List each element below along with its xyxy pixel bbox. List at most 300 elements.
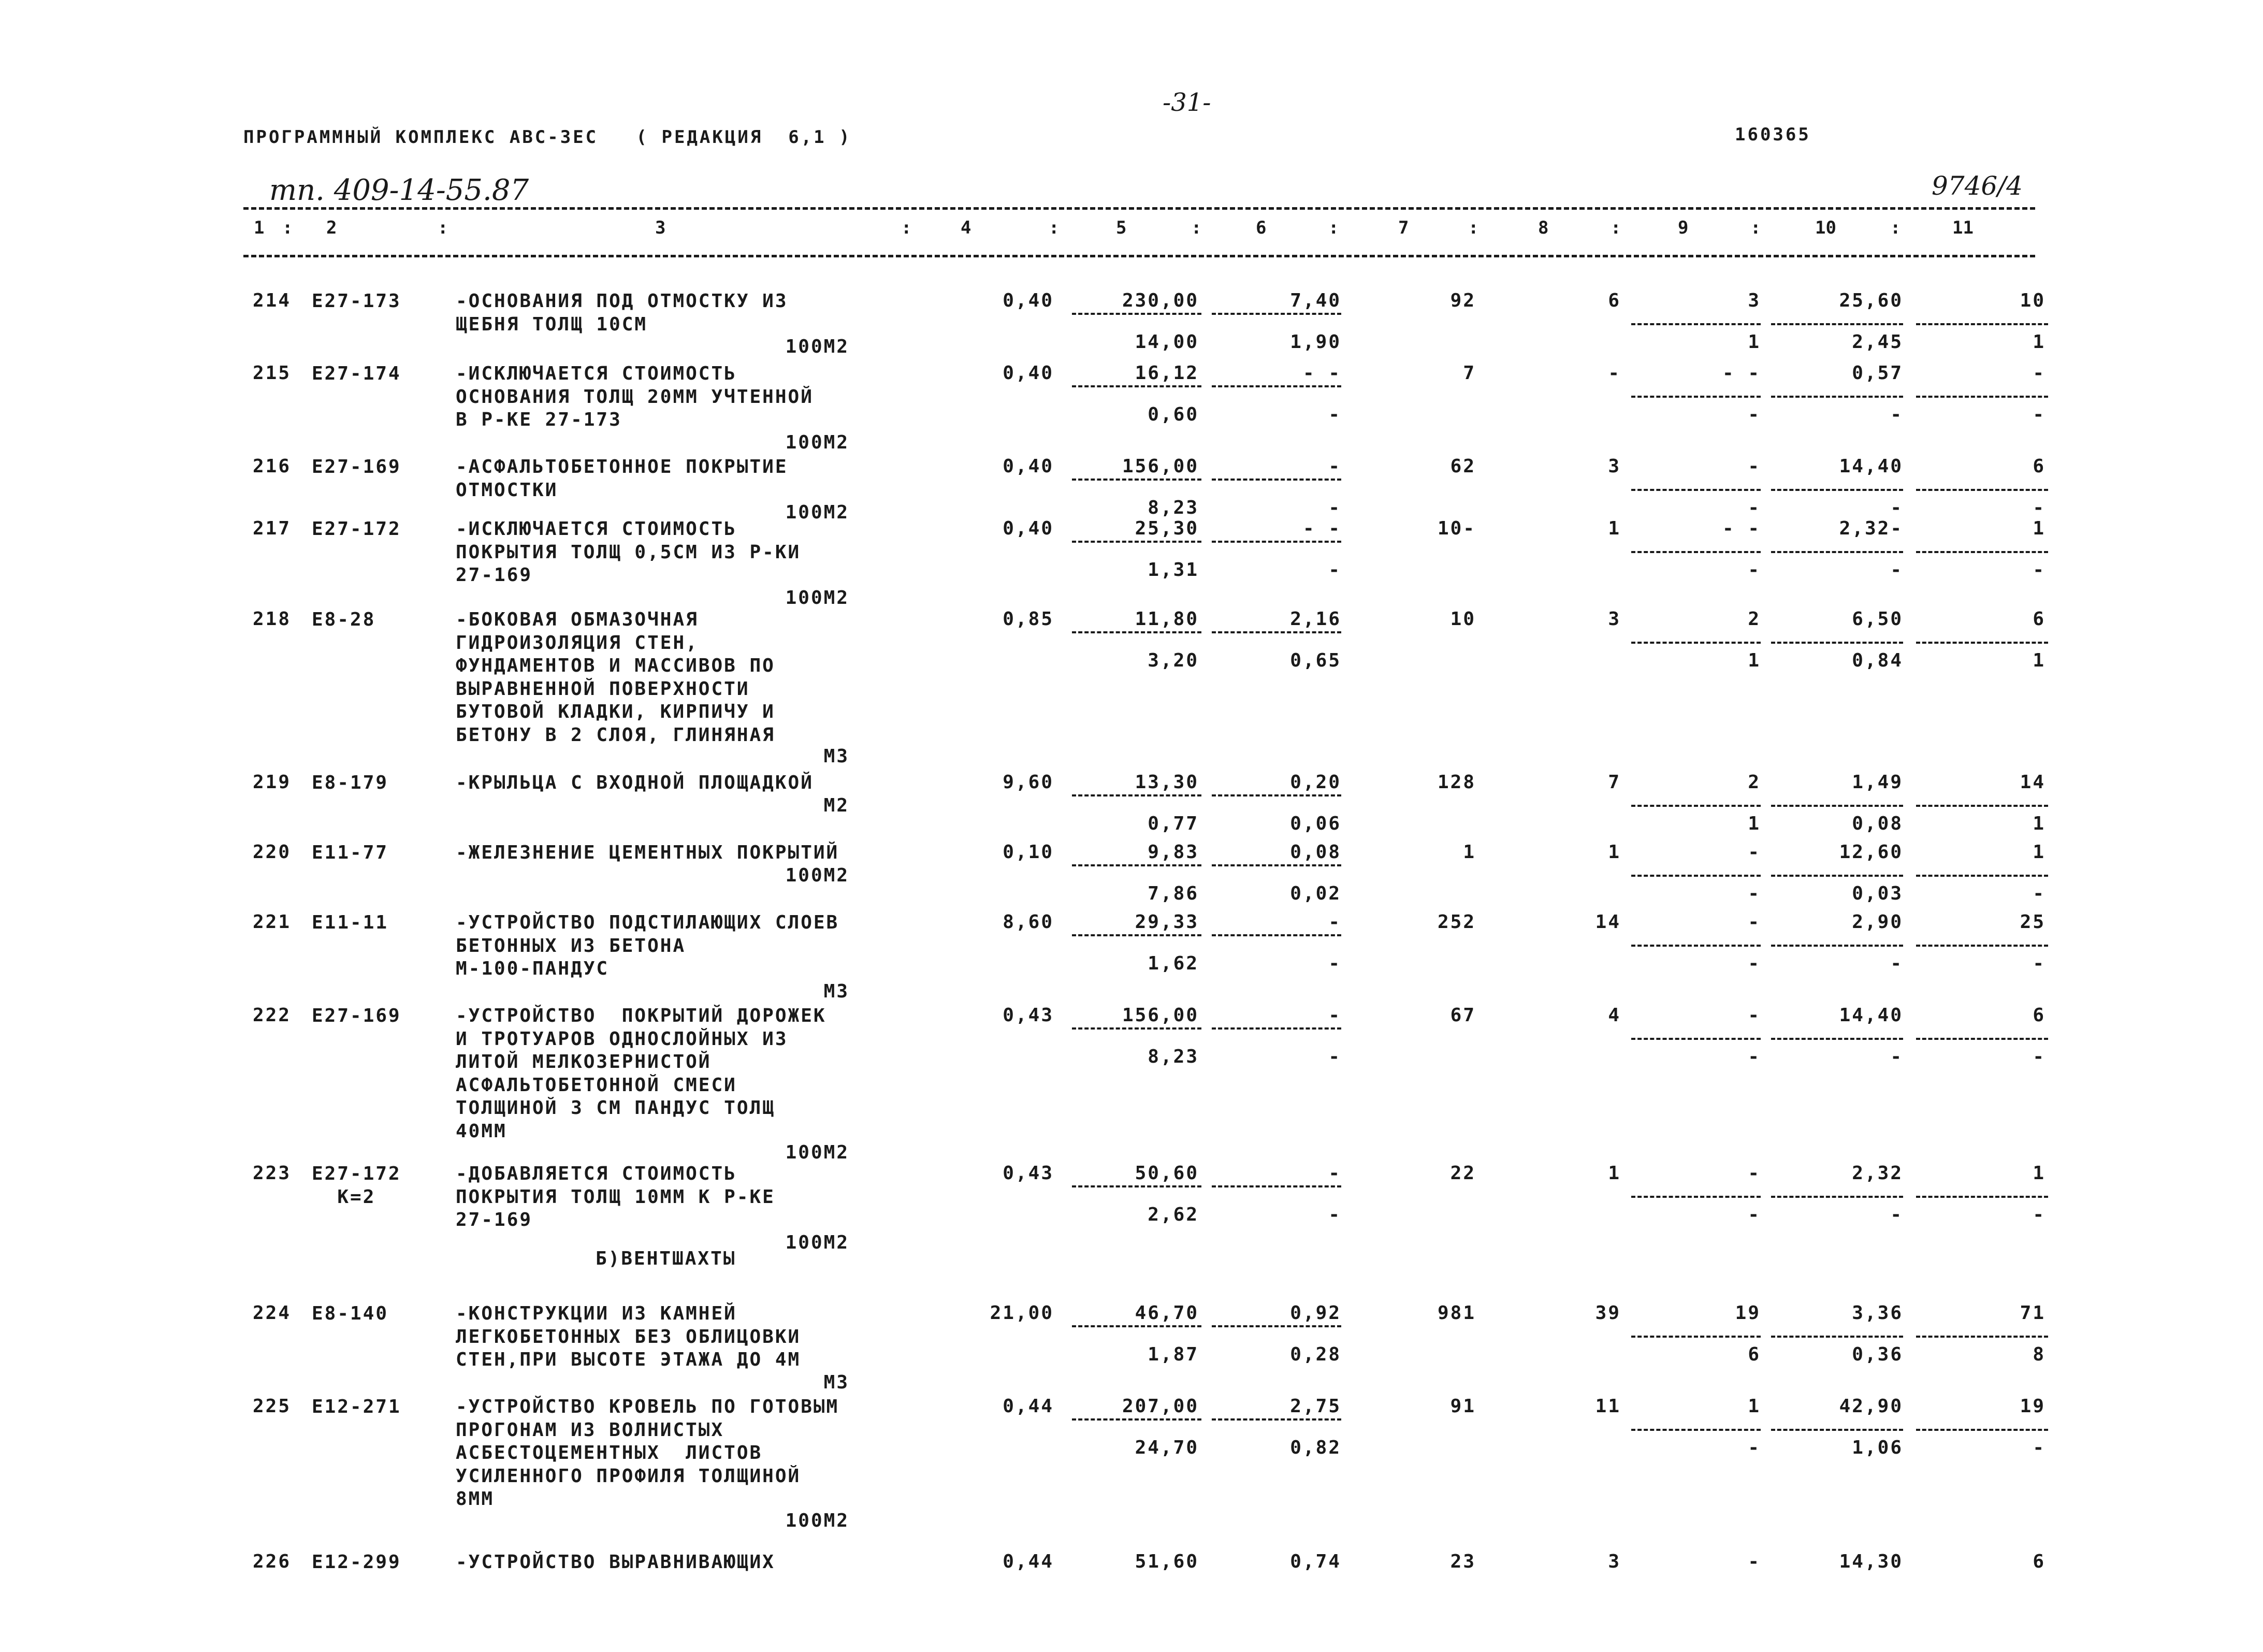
subtotal-divider xyxy=(1916,945,2048,947)
machine-cell: 1 xyxy=(1748,1396,1761,1417)
machine-wage-total-cell: - xyxy=(1748,1437,1761,1458)
subtotal-divider xyxy=(1916,1336,2048,1338)
labor-machine-total-cell: - xyxy=(2033,1046,2046,1067)
subtotal-divider xyxy=(1771,642,1903,644)
row-number: 216 xyxy=(253,456,292,477)
labor-cell: 14,40 xyxy=(1839,456,1903,477)
work-description: -УСТРОЙСТВО ПОДСТИЛАЮЩИХ СЛОЕВ БЕТОННЫХ ИЗ БЕТОНА М-100-ПАНДУС xyxy=(456,912,839,979)
project-code: тп. 409-14-55.87 xyxy=(269,173,529,207)
labor-cell: 2,90 xyxy=(1852,911,1903,933)
labor-total-cell: - xyxy=(2033,363,2046,384)
norm-code: Е8-140 xyxy=(312,1303,389,1324)
labor-machine-total-cell: - xyxy=(2033,559,2046,581)
wage-total-cell: 11 xyxy=(1595,1396,1621,1417)
wage-cell: - xyxy=(1328,1163,1341,1184)
column-separator: : xyxy=(1890,218,1901,238)
subtotal-divider xyxy=(1072,1185,1201,1187)
row-number: 214 xyxy=(253,290,292,311)
labor-machine-cell: 0,08 xyxy=(1852,813,1903,834)
subtotal-divider xyxy=(1916,642,2048,644)
labor-cell: 0,57 xyxy=(1852,363,1903,384)
labor-machine-total-cell: - xyxy=(2033,883,2046,904)
subtotal-divider xyxy=(1072,313,1201,315)
labor-machine-total-cell: 1 xyxy=(2033,331,2046,353)
machine-wage-cell: 0,06 xyxy=(1290,813,1341,834)
unit-cost-wage-cell: 2,62 xyxy=(1148,1204,1199,1225)
labor-machine-cell: 1,06 xyxy=(1852,1437,1903,1458)
subtotal-divider xyxy=(1072,385,1201,387)
labor-machine-cell: - xyxy=(1890,1204,1903,1225)
quantity-cell: 0,40 xyxy=(1003,518,1054,539)
machine-wage-total-cell: - xyxy=(1748,404,1761,425)
unit-of-measure: 100М2 xyxy=(785,1231,849,1253)
row-number: 220 xyxy=(253,842,292,863)
machine-wage-cell: - xyxy=(1328,404,1341,425)
unit-cost-wage-cell: 24,70 xyxy=(1135,1437,1199,1458)
column-header-8: 8 xyxy=(1538,218,1549,238)
row-number: 215 xyxy=(253,363,292,384)
subtotal-divider xyxy=(1212,313,1341,315)
subtotal-divider xyxy=(1072,541,1201,543)
machine-cell: 2 xyxy=(1748,608,1761,630)
page-mark: -31- xyxy=(1163,88,1211,117)
subtotal-divider xyxy=(1072,631,1201,633)
column-separator: : xyxy=(1611,218,1621,238)
work-description: -ДОБАВЛЯЕТСЯ СТОИМОСТЬ ПОКРЫТИЯ ТОЛЩ 10ММ К Р-КЕ 27-169 xyxy=(456,1163,775,1230)
total-cost-cell: 128 xyxy=(1437,772,1476,793)
unit-cost-cell: 16,12 xyxy=(1135,363,1199,384)
column-header-10: 10 xyxy=(1815,218,1836,238)
unit-cost-wage-cell: 0,60 xyxy=(1148,404,1199,425)
machine-wage-cell: 0,28 xyxy=(1290,1344,1341,1365)
labor-cell: 42,90 xyxy=(1839,1396,1903,1417)
labor-machine-total-cell: 1 xyxy=(2033,650,2046,671)
unit-cost-wage-cell: 3,20 xyxy=(1148,650,1199,671)
quantity-cell: 0,10 xyxy=(1003,842,1054,863)
subtotal-divider xyxy=(1916,551,2048,553)
labor-total-cell: 10 xyxy=(2020,290,2046,311)
subtotal-divider xyxy=(1212,1027,1341,1030)
wage-total-cell: 14 xyxy=(1595,911,1621,933)
labor-total-cell: 1 xyxy=(2033,842,2046,863)
wage-total-cell: - xyxy=(1608,363,1621,384)
subtotal-divider xyxy=(1916,1038,2048,1040)
program-title: ПРОГРАММНЫЙ КОМПЛЕКС АВС-3ЕС ( РЕДАКЦИЯ 6,1 ) xyxy=(243,127,852,148)
labor-total-cell: 1 xyxy=(2033,1163,2046,1184)
column-header-5: 5 xyxy=(1116,218,1127,238)
subtotal-divider xyxy=(1631,875,1761,877)
labor-machine-total-cell: - xyxy=(2033,953,2046,974)
row-number: 217 xyxy=(253,518,292,539)
subtotal-divider xyxy=(1212,631,1341,633)
row-number: 224 xyxy=(253,1302,292,1324)
machine-wage-cell: - xyxy=(1328,1204,1341,1225)
machine-cell: - xyxy=(1748,911,1761,933)
labor-machine-cell: - xyxy=(1890,497,1903,518)
labor-cell: 14,30 xyxy=(1839,1551,1903,1572)
labor-total-cell: 6 xyxy=(2033,1005,2046,1026)
subtotal-divider xyxy=(1212,794,1341,796)
machine-wage-total-cell: - xyxy=(1748,497,1761,518)
total-cost-cell: 981 xyxy=(1437,1302,1476,1324)
quantity-cell: 0,40 xyxy=(1003,363,1054,384)
subtotal-divider xyxy=(1072,864,1201,866)
labor-total-cell: 14 xyxy=(2020,772,2046,793)
labor-machine-cell: 0,84 xyxy=(1852,650,1903,671)
unit-cost-wage-cell: 1,87 xyxy=(1148,1344,1199,1365)
labor-cell: 25,60 xyxy=(1839,290,1903,311)
unit-cost-cell: 50,60 xyxy=(1135,1163,1199,1184)
norm-code: Е27-172 К=2 xyxy=(312,1163,401,1208)
wage-total-cell: 6 xyxy=(1608,290,1621,311)
unit-of-measure: 100М2 xyxy=(785,502,849,523)
column-separator: : xyxy=(1468,218,1479,238)
labor-total-cell: 71 xyxy=(2020,1302,2046,1324)
work-description: -АСФАЛЬТОБЕТОННОЕ ПОКРЫТИЕ ОТМОСТКИ xyxy=(456,456,788,501)
subtotal-divider xyxy=(1916,396,2048,398)
norm-code: Е27-169 xyxy=(312,456,401,477)
labor-machine-cell: 0,03 xyxy=(1852,883,1903,904)
work-description: -УСТРОЙСТВО ПОКРЫТИЙ ДОРОЖЕК И ТРОТУАРОВ ОДНОСЛОЙНЫХ ИЗ ЛИТОЙ МЕЛКОЗЕРНИСТОЙ АСФАЛЬТОБЕТОННОЙ СМЕСИ ТОЛЩИНОЙ 3 СМ ПАНДУС ТОЛЩ 40ММ xyxy=(456,1005,826,1142)
work-description: -ОСНОВАНИЯ ПОД ОТМОСТКУ ИЗ ЩЕБНЯ ТОЛЩ 10СМ xyxy=(456,291,788,335)
wage-cell: 7,40 xyxy=(1290,290,1341,311)
subtotal-divider xyxy=(1631,489,1761,491)
machine-wage-cell: - xyxy=(1328,953,1341,974)
machine-wage-total-cell: - xyxy=(1748,953,1761,974)
labor-cell: 2,32 xyxy=(1852,1163,1903,1184)
unit-cost-cell: 13,30 xyxy=(1135,772,1199,793)
subtotal-divider xyxy=(1916,1196,2048,1198)
wage-total-cell: 3 xyxy=(1608,1551,1621,1572)
quantity-cell: 0,85 xyxy=(1003,608,1054,630)
unit-cost-wage-cell: 14,00 xyxy=(1135,331,1199,353)
unit-cost-cell: 207,00 xyxy=(1122,1396,1199,1417)
subtotal-divider xyxy=(1212,541,1341,543)
unit-cost-cell: 46,70 xyxy=(1135,1302,1199,1324)
labor-machine-total-cell: - xyxy=(2033,1437,2046,1458)
subtotal-divider xyxy=(1771,1196,1903,1198)
column-separator: : xyxy=(282,218,293,238)
norm-code: Е8-179 xyxy=(312,772,389,793)
unit-cost-wage-cell: 8,23 xyxy=(1148,497,1199,518)
subtotal-divider xyxy=(1212,864,1341,866)
machine-cell: - - xyxy=(1722,363,1761,384)
subtotal-divider xyxy=(1212,1325,1341,1327)
subtotal-divider xyxy=(1631,1038,1761,1040)
machine-cell: - xyxy=(1748,1551,1761,1572)
total-cost-cell: 23 xyxy=(1450,1551,1476,1572)
wage-cell: 0,08 xyxy=(1290,842,1341,863)
row-number: 221 xyxy=(253,911,292,933)
unit-cost-cell: 9,83 xyxy=(1148,842,1199,863)
machine-cell: 3 xyxy=(1748,290,1761,311)
subtotal-divider xyxy=(1631,1196,1761,1198)
subtotal-divider xyxy=(1212,385,1341,387)
subtotal-divider xyxy=(1072,1418,1201,1421)
unit-of-measure: 100М2 xyxy=(785,1142,849,1163)
subtotal-divider xyxy=(1631,945,1761,947)
subtotal-divider xyxy=(1631,805,1761,807)
subtotal-divider xyxy=(1631,323,1761,325)
unit-of-measure: 100М2 xyxy=(785,864,849,886)
labor-cell: 2,32- xyxy=(1839,518,1903,539)
subtotal-divider xyxy=(1072,1325,1201,1327)
labor-machine-cell: - xyxy=(1890,559,1903,581)
quantity-cell: 0,43 xyxy=(1003,1163,1054,1184)
wage-total-cell: 39 xyxy=(1595,1302,1621,1324)
total-cost-cell: 7 xyxy=(1463,363,1476,384)
machine-cell: 2 xyxy=(1748,772,1761,793)
labor-total-cell: 25 xyxy=(2020,911,2046,933)
labor-cell: 14,40 xyxy=(1839,1005,1903,1026)
unit-cost-cell: 11,80 xyxy=(1135,608,1199,630)
subtotal-divider xyxy=(1072,794,1201,796)
total-cost-cell: 91 xyxy=(1450,1396,1476,1417)
wage-total-cell: 4 xyxy=(1608,1005,1621,1026)
labor-machine-total-cell: - xyxy=(2033,497,2046,518)
column-header-9: 9 xyxy=(1678,218,1689,238)
column-header-6: 6 xyxy=(1256,218,1267,238)
machine-wage-cell: - xyxy=(1328,1046,1341,1067)
labor-machine-cell: - xyxy=(1890,953,1903,974)
subtotal-divider xyxy=(1072,934,1201,936)
unit-of-measure: 100М2 xyxy=(785,1510,849,1531)
wage-total-cell: 3 xyxy=(1608,456,1621,477)
quantity-cell: 0,40 xyxy=(1003,290,1054,311)
wage-cell: 0,74 xyxy=(1290,1551,1341,1572)
subtotal-divider xyxy=(1631,1429,1761,1431)
work-description: -УСТРОЙСТВО КРОВЕЛЬ ПО ГОТОВЫМ ПРОГОНАМ ИЗ ВОЛНИСТЫХ АСБЕСТОЦЕМЕНТНЫХ ЛИСТОВ УСИЛЕННОГО ПРОФИЛЯ ТОЛЩИНОЙ 8ММ xyxy=(456,1396,839,1510)
wage-cell: - xyxy=(1328,456,1341,477)
doc-number: 160365 xyxy=(1735,124,1811,145)
machine-wage-cell: - xyxy=(1328,559,1341,581)
machine-wage-total-cell: 6 xyxy=(1748,1344,1761,1365)
unit-cost-cell: 156,00 xyxy=(1122,1005,1199,1026)
subtotal-divider xyxy=(1771,1038,1903,1040)
unit-of-measure: 100М2 xyxy=(785,587,849,608)
column-separator: : xyxy=(1328,218,1339,238)
subtotal-divider xyxy=(1771,323,1903,325)
unit-cost-cell: 156,00 xyxy=(1122,456,1199,477)
norm-code: Е27-172 xyxy=(312,518,401,540)
subtotal-divider xyxy=(1771,489,1903,491)
quantity-cell: 0,40 xyxy=(1003,456,1054,477)
wage-cell: - - xyxy=(1302,518,1341,539)
quantity-cell: 0,43 xyxy=(1003,1005,1054,1026)
column-header-11: 11 xyxy=(1952,218,1974,238)
subtotal-divider xyxy=(1631,551,1761,553)
labor-machine-cell: - xyxy=(1890,404,1903,425)
norm-code: Е11-77 xyxy=(312,842,389,863)
machine-cell: - xyxy=(1748,1163,1761,1184)
work-description: -ИСКЛЮЧАЕТСЯ СТОИМОСТЬ ПОКРЫТИЯ ТОЛЩ 0,5СМ ИЗ Р-КИ 27-169 xyxy=(456,518,801,586)
wage-cell: 0,92 xyxy=(1290,1302,1341,1324)
unit-of-measure: М3 xyxy=(823,1371,849,1393)
subtotal-divider xyxy=(1771,1429,1903,1431)
labor-machine-cell: 0,36 xyxy=(1852,1344,1903,1365)
row-number: 226 xyxy=(253,1551,292,1572)
subtotal-divider xyxy=(1212,1185,1341,1187)
subtotal-divider xyxy=(1916,875,2048,877)
wage-total-cell: 1 xyxy=(1608,518,1621,539)
labor-cell: 3,36 xyxy=(1852,1302,1903,1324)
work-description: -КОНСТРУКЦИИ ИЗ КАМНЕЙ ЛЕГКОБЕТОННЫХ БЕЗ ОБЛИЦОВКИ СТЕН,ПРИ ВЫСОТЕ ЭТАЖА ДО 4М xyxy=(456,1303,801,1370)
total-cost-cell: 22 xyxy=(1450,1163,1476,1184)
machine-wage-cell: 0,02 xyxy=(1290,883,1341,904)
machine-cell: - xyxy=(1748,1005,1761,1026)
norm-code: Е8-28 xyxy=(312,609,376,630)
work-description: -УСТРОЙСТВО ВЫРАВНИВАЮЩИХ xyxy=(456,1552,775,1573)
subtotal-divider xyxy=(1771,945,1903,947)
row-number: 218 xyxy=(253,608,292,630)
quantity-cell: 8,60 xyxy=(1003,911,1054,933)
unit-cost-wage-cell: 1,31 xyxy=(1148,559,1199,581)
unit-of-measure: М3 xyxy=(823,746,849,767)
subtotal-divider xyxy=(1771,805,1903,807)
subtotal-divider xyxy=(1072,479,1201,481)
unit-cost-cell: 51,60 xyxy=(1135,1551,1199,1572)
unit-cost-wage-cell: 8,23 xyxy=(1148,1046,1199,1067)
machine-wage-cell: 0,82 xyxy=(1290,1437,1341,1458)
work-description: -ЖЕЛЕЗНЕНИЕ ЦЕМЕНТНЫХ ПОКРЫТИЙ xyxy=(456,842,839,863)
machine-cell: - - xyxy=(1722,518,1761,539)
column-separator: : xyxy=(1750,218,1761,238)
wage-total-cell: 1 xyxy=(1608,1163,1621,1184)
unit-of-measure: М2 xyxy=(823,794,849,816)
work-description: -КРЫЛЬЦА С ВХОДНОЙ ПЛОЩАДКОЙ xyxy=(456,772,814,793)
unit-cost-wage-cell: 7,86 xyxy=(1148,883,1199,904)
labor-total-cell: 19 xyxy=(2020,1396,2046,1417)
labor-machine-total-cell: 1 xyxy=(2033,813,2046,834)
machine-wage-total-cell: 1 xyxy=(1748,650,1761,671)
subtotal-divider xyxy=(1771,1336,1903,1338)
sheet-code: 9746/4 xyxy=(1932,171,2023,201)
total-cost-cell: 92 xyxy=(1450,290,1476,311)
norm-code: Е12-299 xyxy=(312,1552,401,1573)
subtotal-divider xyxy=(1916,323,2048,325)
header-top-rule xyxy=(243,207,2035,210)
work-description: -БОКОВАЯ ОБМАЗОЧНАЯ ГИДРОИЗОЛЯЦИЯ СТЕН, ФУНДАМЕНТОВ И МАССИВОВ ПО ВЫРАВНЕННОЙ ПОВЕРХНОСТИ БУТОВОЙ КЛАДКИ, КИРПИЧУ И БЕТОНУ В 2 СЛОЯ, ГЛИНЯНАЯ xyxy=(456,609,775,746)
quantity-cell: 0,44 xyxy=(1003,1396,1054,1417)
norm-code: Е27-174 xyxy=(312,363,401,384)
subtotal-divider xyxy=(1212,479,1341,481)
subtotal-divider xyxy=(1771,396,1903,398)
subtotal-divider xyxy=(1631,396,1761,398)
machine-cell: - xyxy=(1748,456,1761,477)
column-header-2: 2 xyxy=(326,218,337,238)
wage-cell: 0,20 xyxy=(1290,772,1341,793)
labor-total-cell: 1 xyxy=(2033,518,2046,539)
machine-wage-cell: - xyxy=(1328,497,1341,518)
subtotal-divider xyxy=(1916,489,2048,491)
column-separator: : xyxy=(901,218,912,238)
total-cost-cell: 67 xyxy=(1450,1005,1476,1026)
subtotal-divider xyxy=(1916,805,2048,807)
labor-machine-cell: - xyxy=(1890,1046,1903,1067)
unit-of-measure: 100М2 xyxy=(785,336,849,357)
total-cost-cell: 252 xyxy=(1437,911,1476,933)
machine-wage-total-cell: - xyxy=(1748,1204,1761,1225)
machine-cell: 19 xyxy=(1735,1302,1761,1324)
work-description: -ИСКЛЮЧАЕТСЯ СТОИМОСТЬ ОСНОВАНИЯ ТОЛЩ 20ММ УЧТЕННОЙ В Р-КЕ 27-173 xyxy=(456,363,814,430)
row-number: 223 xyxy=(253,1163,292,1184)
column-separator: : xyxy=(1191,218,1202,238)
labor-total-cell: 6 xyxy=(2033,608,2046,630)
machine-wage-cell: 0,65 xyxy=(1290,650,1341,671)
labor-machine-cell: 2,45 xyxy=(1852,331,1903,353)
machine-wage-total-cell: - xyxy=(1748,559,1761,581)
column-header-1: 1 xyxy=(254,218,265,238)
machine-wage-total-cell: 1 xyxy=(1748,331,1761,353)
subtotal-divider xyxy=(1771,875,1903,877)
machine-cell: - xyxy=(1748,842,1761,863)
labor-total-cell: 6 xyxy=(2033,1551,2046,1572)
total-cost-cell: 10 xyxy=(1450,608,1476,630)
quantity-cell: 0,44 xyxy=(1003,1551,1054,1572)
subtotal-divider xyxy=(1212,934,1341,936)
total-cost-cell: 10- xyxy=(1437,518,1476,539)
norm-code: Е27-169 xyxy=(312,1005,401,1026)
wage-cell: 2,16 xyxy=(1290,608,1341,630)
labor-cell: 12,60 xyxy=(1839,842,1903,863)
unit-cost-cell: 25,30 xyxy=(1135,518,1199,539)
labor-cell: 6,50 xyxy=(1852,608,1903,630)
wage-total-cell: 1 xyxy=(1608,842,1621,863)
labor-total-cell: 6 xyxy=(2033,456,2046,477)
norm-code: Е12-271 xyxy=(312,1396,401,1417)
labor-machine-total-cell: 8 xyxy=(2033,1344,2046,1365)
column-separator: : xyxy=(438,218,448,238)
wage-cell: 2,75 xyxy=(1290,1396,1341,1417)
column-header-4: 4 xyxy=(961,218,971,238)
unit-of-measure: М3 xyxy=(823,980,849,1002)
subtotal-divider xyxy=(1072,1027,1201,1030)
column-header-3: 3 xyxy=(655,218,666,238)
machine-wage-total-cell: - xyxy=(1748,883,1761,904)
subtotal-divider xyxy=(1631,642,1761,644)
section-label: Б)ВЕНТШАХТЫ xyxy=(596,1248,736,1269)
wage-cell: - xyxy=(1328,1005,1341,1026)
machine-wage-total-cell: 1 xyxy=(1748,813,1761,834)
column-separator: : xyxy=(1049,218,1060,238)
unit-cost-cell: 29,33 xyxy=(1135,911,1199,933)
wage-cell: - xyxy=(1328,911,1341,933)
labor-cell: 1,49 xyxy=(1852,772,1903,793)
subtotal-divider xyxy=(1916,1429,2048,1431)
column-header-7: 7 xyxy=(1398,218,1409,238)
quantity-cell: 21,00 xyxy=(990,1302,1054,1324)
total-cost-cell: 1 xyxy=(1463,842,1476,863)
quantity-cell: 9,60 xyxy=(1003,772,1054,793)
subtotal-divider xyxy=(1631,1336,1761,1338)
machine-wage-cell: 1,90 xyxy=(1290,331,1341,353)
unit-cost-wage-cell: 1,62 xyxy=(1148,953,1199,974)
unit-of-measure: 100М2 xyxy=(785,431,849,453)
wage-total-cell: 3 xyxy=(1608,608,1621,630)
machine-wage-total-cell: - xyxy=(1748,1046,1761,1067)
row-number: 225 xyxy=(253,1396,292,1417)
subtotal-divider xyxy=(1212,1418,1341,1421)
norm-code: Е11-11 xyxy=(312,912,389,933)
wage-total-cell: 7 xyxy=(1608,772,1621,793)
labor-machine-total-cell: - xyxy=(2033,1204,2046,1225)
unit-cost-wage-cell: 0,77 xyxy=(1148,813,1199,834)
row-number: 219 xyxy=(253,772,292,793)
total-cost-cell: 62 xyxy=(1450,456,1476,477)
subtotal-divider xyxy=(1771,551,1903,553)
unit-cost-cell: 230,00 xyxy=(1122,290,1199,311)
row-number: 222 xyxy=(253,1005,292,1026)
